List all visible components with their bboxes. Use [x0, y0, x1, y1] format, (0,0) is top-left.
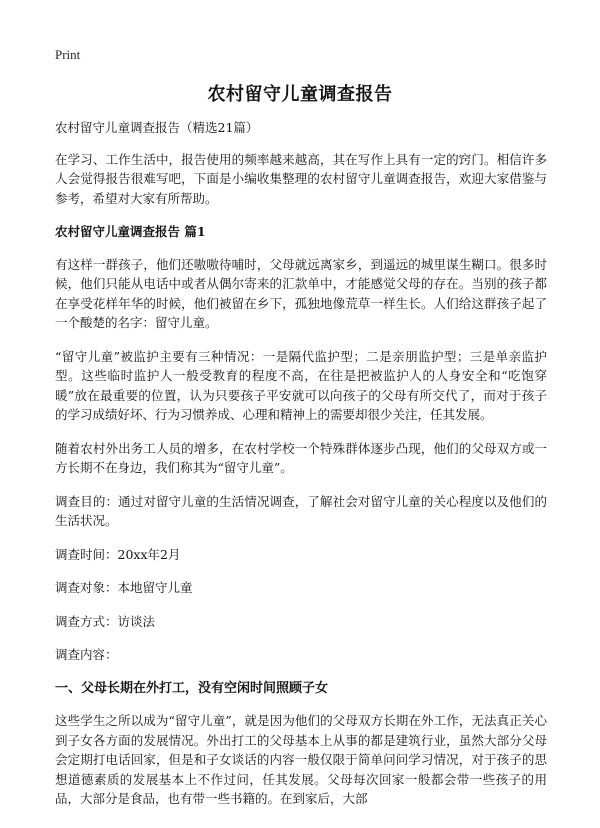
paragraph: “留守儿童”被监护主要有三种情况：一是隔代监护型；二是亲朋监护型；三是单亲监护型。这些临时监护人一般受教育的程度不高，在往是把被监护人的人身安全和“吃饱穿暖”放在最重要的位置，认为只要孩子平安就可以向孩子的父母有所交代了，而对于孩子的学习成绩好坏、行为习惯养成、心理和精神上的需要却很少关注，任其发展。 [55, 348, 547, 422]
paragraph: 随着农村外出务工人员的增多，在农村学校一个特殊群体逐步凸现，他们的父母双方或一方长期不在身边，我们称其为“留守儿童”。 [55, 440, 547, 475]
intro-paragraph: 在学习、工作生活中，报告使用的频率越来越高，其在写作上具有一定的窍门。相信许多人会觉得报告很难写吧，下面是小编收集整理的农村留守儿童调查报告，欢迎大家借鉴与参考，希望对大家有所帮助。 [55, 151, 547, 206]
print-link[interactable]: Print [55, 47, 81, 62]
paragraph: 调查目的：通过对留守儿童的生活情况调查，了解社会对留守儿童的关心程度以及他们的生活状况。 [55, 493, 547, 528]
paragraph: 有这样一群孩子，他们还嗷嗷待哺时，父母就远离家乡，到遥远的城里谋生糊口。很多时候，他们只能从电话中或者从偶尔寄来的汇款单中，才能感觉父母的存在。当别的孩子都在享受花样年华的时候，他们被留在乡下，孤独地像荒草一样生长。人们给这群孩子起了一个酸楚的名字：留守儿童。 [55, 256, 547, 330]
paragraph: 调查方式：访谈法 [55, 613, 156, 629]
paragraph: 这些学生之所以成为“留守儿童”，就是因为他们的父母双方长期在外工作，无法真正关心到子女各方面的发展情况。外出打工的父母基本上从事的都是建筑行业，虽然大部分父母会定期打电话回家，但是和子女谈话的内容一般仅限于简单问问学习情况，对于孩子的思想道德素质的发展基本上不作过问，任其发展。父母每次回家一般都会带一些孩子的用品，大部分是食品，也有带一些书籍的。在到家后，大部 [55, 713, 547, 806]
page-title: 农村留守儿童调查报告 [207, 84, 393, 105]
paragraph: 调查内容： [55, 647, 118, 662]
document-subtitle: 农村留守儿童调查报告（精选21篇） [55, 120, 259, 135]
part-heading: 一、父母长期在外打工，没有空闲时间照顾子女 [55, 680, 329, 696]
paragraph: 调查时间：20xx年2月 [55, 546, 181, 562]
paragraph: 调查对象：本地留守儿童 [55, 580, 193, 595]
section-heading: 农村留守儿童调查报告 篇1 [55, 224, 206, 239]
document-body [55, 118, 547, 823]
